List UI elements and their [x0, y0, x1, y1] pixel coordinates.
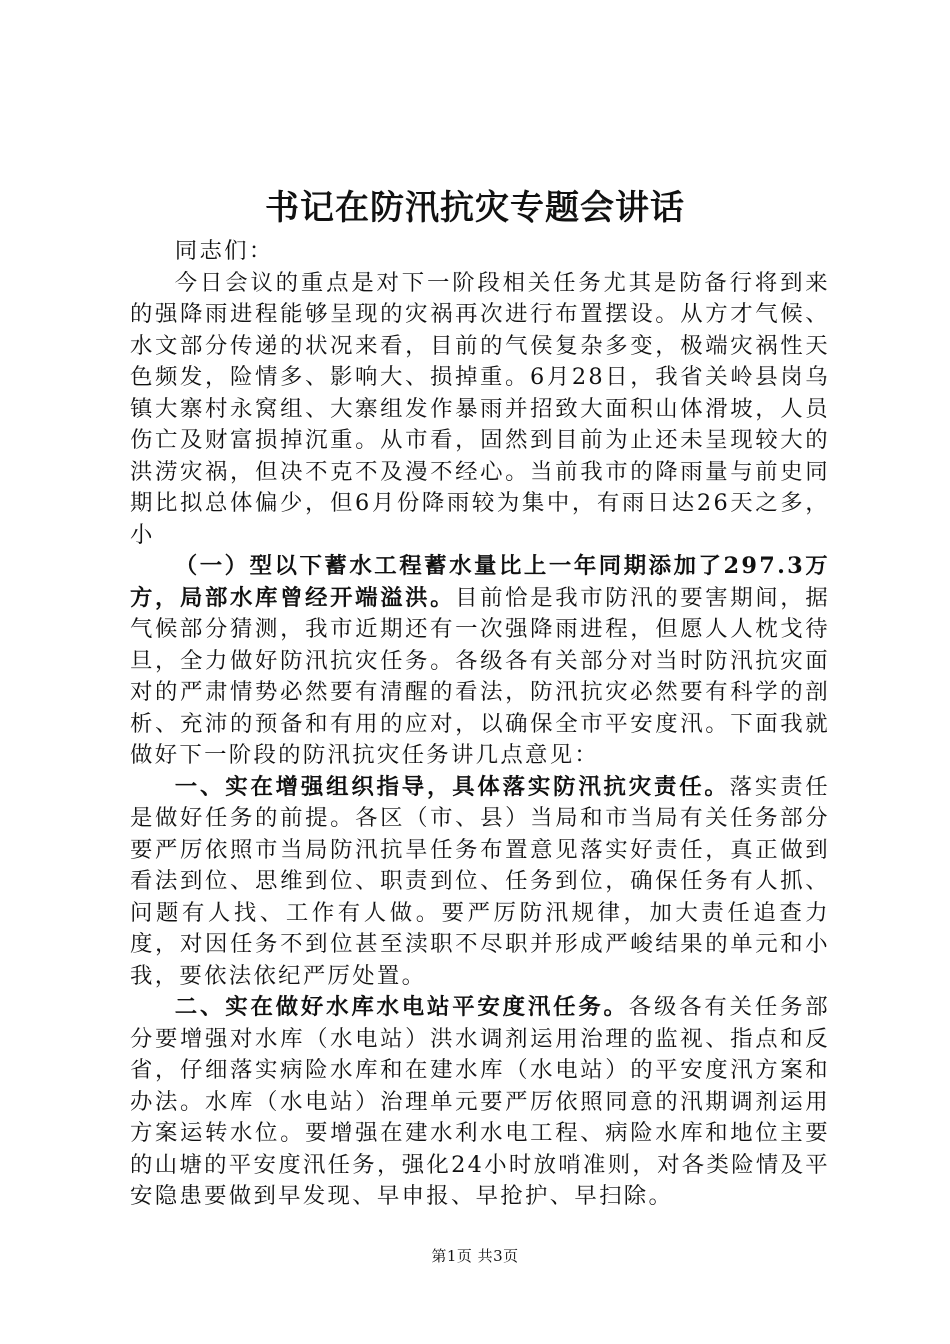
page-footer: 第1页 共3页 [431, 1247, 519, 1265]
document-title: 书记在防汛抗灾专题会讲话 [265, 188, 685, 228]
section-heading: 一、实在增强组织指导，具体落实防汛抗灾责任。 [174, 773, 730, 800]
paragraph-section-two [130, 992, 830, 1213]
paragraph-intro [130, 268, 830, 552]
paragraph-text: 目前恰是我市防汛的要害期间，据气候部分猜测，我市近期还有一次强降雨进程，但愿人人枕戈待旦，全力做好防汛抗灾任务。各级各有关部分对当时防汛抗灾面对的严肃情势必然要有清醒的看法，防汛抗灾必然要有科学的剖析、充沛的预备和有用的应对，以确保全市平安度汛。下面我就做好下一阶段的防汛抗灾任务讲几点意见： [130, 584, 831, 768]
paragraph-section-one [130, 772, 830, 993]
section-heading: 二、实在做好水库水电站平安度汛任务。 [174, 994, 629, 1020]
document-body [130, 236, 830, 1213]
paragraph-situation [130, 551, 830, 772]
paragraph-text: 各级各有关任务部分要增强对水库（水电站）洪水调剂运用治理的监视、指点和反省，仔细落实病险水库和在建水库（水电站）的平安度汛方案和办法。水库（水电站）治理单元要严厉依照同意的汛期调剂运用方案运转水位。要增强在建水利水电工程、病险水库和地位主要的山塘的平安度汛任务，强化24小时放哨准则，对各类险情及平安隐患要做到早发现、早申报、早抢护、早扫除。 [130, 994, 830, 1209]
paragraph-text: 落实责任是做好任务的前提。各区（市、县）当局和市当局有关任务部分要严厉依照市当局防汛抗旱任务布置意见落实好责任，真正做到看法到位、思维到位、职责到位、任务到位，确保任务有人抓、问题有人找、工作有人做。要严厉防汛规律，加大责任追查力度，对因任务不到位甚至渎职不尽职并形成严峻结果的单元和小我，要依法依纪严厉处置。 [130, 773, 830, 989]
salutation: 同志们： [174, 238, 274, 264]
paragraph-lead: （一）型以下蓄水工程蓄水量比上一年同期添加了297.3万方，局部水库曾经开端溢洪。 [130, 553, 830, 611]
paragraph-text: 今日会议的重点是对下一阶段相关任务尤其是防备行将到来的强降雨进程能够呈现的灾祸再次进行布置摆设。从方才气候、水文部分传递的状况来看，目前的气侯复杂多变，极端灾祸性天色频发，险情多、影响大、损掉重。6月28日，我省关岭县岗乌镇大寨村永窝组、大寨组发作暴雨并招致大面积山体滑坡，人员伤亡及财富损掉沉重。从市看，固然到目前为止还未呈现较大的洪涝灾祸，但决不克不及漫不经心。当前我市的降雨量与前史同期比拟总体偏少，但6月份降雨较为集中，有雨日达26天之多，小 [130, 269, 830, 548]
